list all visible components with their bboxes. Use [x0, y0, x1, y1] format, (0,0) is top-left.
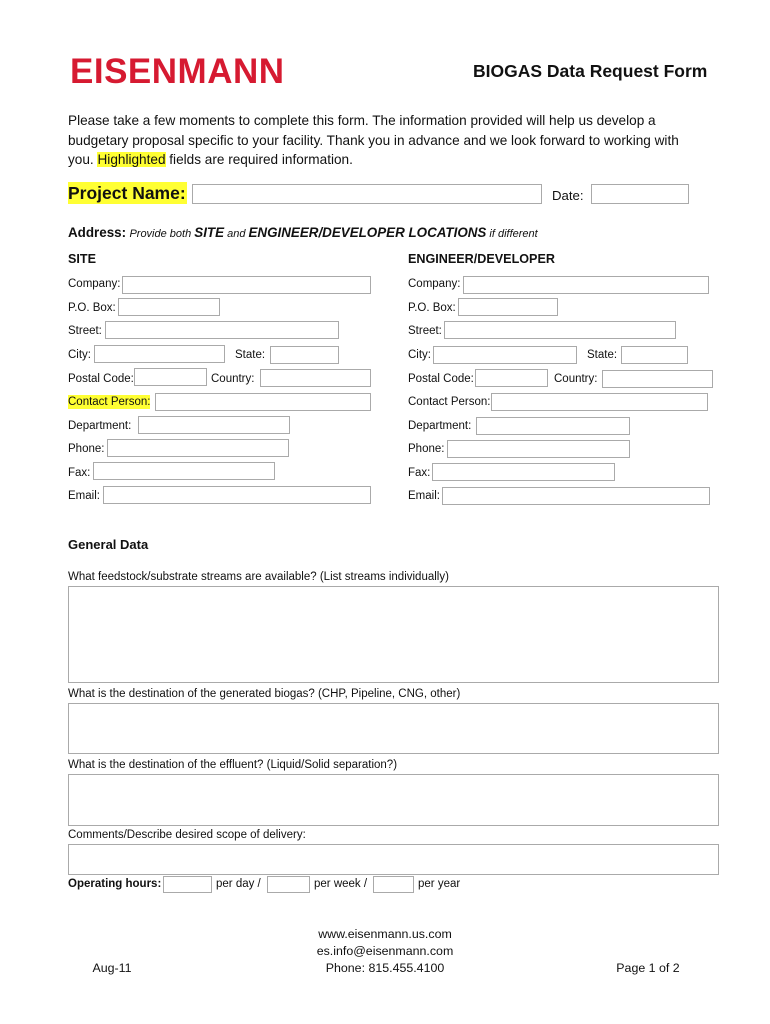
feedstock-textarea[interactable] — [68, 586, 719, 683]
site-phone-label: Phone: — [68, 443, 105, 455]
site-phone-field[interactable] — [107, 439, 289, 457]
general-data-heading: General Data — [68, 537, 149, 552]
biogas-textarea[interactable] — [68, 703, 719, 754]
site-company-label: Company: — [68, 278, 121, 290]
address-label: Address: — [68, 225, 127, 240]
form-title: BIOGAS Data Request Form — [473, 61, 708, 81]
engineer-company-field[interactable] — [463, 276, 709, 294]
site-po-box-field[interactable] — [118, 298, 220, 316]
intro-text-2: fields are required information. — [165, 152, 353, 167]
engineer-fax-field[interactable] — [432, 463, 615, 481]
footer-email: es.info@eisenmann.com — [316, 944, 454, 958]
biogas-question: What is the destination of the generated biogas? (CHP, Pipeline, CNG, other) — [68, 688, 461, 700]
engineer-email-label: Email: — [408, 490, 440, 502]
engineer-street-label: Street: — [408, 325, 442, 337]
effluent-question: What is the destination of the effluent? (Liquid/Solid separation?) — [68, 759, 398, 771]
site-country-label: Country: — [211, 373, 255, 385]
site-po-box-label: P.O. Box: — [68, 302, 116, 314]
site-email-field[interactable] — [103, 486, 371, 504]
engineer-fax-label: Fax: — [408, 467, 431, 479]
date-label: Date: — [552, 188, 584, 203]
engineer-email-field[interactable] — [442, 487, 710, 505]
engineer-state-label: State: — [587, 349, 618, 361]
engineer-heading: ENGINEER/DEVELOPER — [408, 252, 555, 266]
date-field[interactable] — [591, 184, 689, 204]
site-department-field[interactable] — [138, 416, 290, 434]
engineer-contact-label: Contact Person: — [408, 396, 491, 408]
engineer-contact-field[interactable] — [491, 393, 708, 411]
footer-website: www.eisenmann.us.com — [318, 927, 452, 941]
footer-date: Aug-11 — [92, 961, 132, 975]
engineer-country-field[interactable] — [602, 370, 713, 388]
engineer-po-box-field[interactable] — [458, 298, 558, 316]
address-note-site: SITE — [194, 225, 225, 240]
site-company-field[interactable] — [122, 276, 371, 294]
site-postal-label: Postal Code: — [68, 373, 134, 385]
intro-text-1: Please take a few moments to complete this form. The information provided will help us develop a budgetary proposal specific to your facility. Thank you in advance and we look forward to working with you. — [68, 113, 679, 167]
comments-question: Comments/Describe desired scope of delivery: — [68, 829, 306, 841]
site-fax-field[interactable] — [93, 462, 275, 480]
site-state-field[interactable] — [270, 346, 339, 364]
intro-highlighted-word: Highlighted — [97, 152, 166, 167]
engineer-postal-field[interactable] — [475, 369, 548, 387]
site-fax-label: Fax: — [68, 467, 91, 479]
engineer-postal-label: Postal Code: — [408, 373, 474, 385]
comments-textarea[interactable] — [68, 844, 719, 875]
operating-hours-label: Operating hours: — [68, 878, 162, 890]
site-city-label: City: — [68, 349, 91, 361]
feedstock-question: What feedstock/substrate streams are available? (List streams individually) — [68, 571, 449, 583]
engineer-street-field[interactable] — [444, 321, 676, 339]
eisenmann-logo: EISENMANN — [70, 52, 285, 91]
address-note-engineer: ENGINEER/DEVELOPER LOCATIONS — [248, 225, 487, 240]
site-contact-label: Contact Person: — [68, 396, 151, 408]
engineer-department-label: Department: — [408, 420, 472, 432]
hours-per-day-field[interactable] — [163, 876, 212, 893]
project-name-field[interactable] — [192, 184, 542, 204]
site-city-field[interactable] — [94, 345, 225, 363]
engineer-phone-field[interactable] — [447, 440, 630, 458]
per-day-label: per day / — [216, 878, 261, 890]
effluent-textarea[interactable] — [68, 774, 719, 826]
days-per-week-field[interactable] — [267, 876, 310, 893]
engineer-po-box-label: P.O. Box: — [408, 302, 456, 314]
site-department-label: Department: — [68, 420, 132, 432]
engineer-state-field[interactable] — [621, 346, 688, 364]
site-street-label: Street: — [68, 325, 102, 337]
site-email-label: Email: — [68, 490, 100, 502]
site-street-field[interactable] — [105, 321, 339, 339]
project-name-label: Project Name: — [68, 183, 186, 203]
site-postal-field[interactable] — [134, 368, 207, 386]
address-note-text-1: Provide both — [129, 228, 195, 240]
footer-contact — [270, 926, 500, 977]
site-state-label: State: — [235, 349, 266, 361]
engineer-country-label: Country: — [554, 373, 598, 385]
per-year-label: per year — [418, 878, 461, 890]
engineer-city-label: City: — [408, 349, 431, 361]
footer-page-number: Page 1 of 2 — [616, 961, 680, 975]
address-note — [68, 225, 538, 240]
engineer-department-field[interactable] — [476, 417, 630, 435]
engineer-city-field[interactable] — [433, 346, 577, 364]
engineer-phone-label: Phone: — [408, 443, 445, 455]
site-country-field[interactable] — [260, 369, 371, 387]
address-note-text-3: if different — [486, 228, 538, 240]
site-contact-field[interactable] — [155, 393, 371, 411]
address-note-text-2: and — [224, 228, 249, 240]
engineer-company-label: Company: — [408, 278, 461, 290]
weeks-per-year-field[interactable] — [373, 876, 414, 893]
per-week-label: per week / — [314, 878, 368, 890]
site-heading: SITE — [68, 252, 96, 266]
intro-paragraph — [68, 111, 698, 170]
footer-phone: Phone: 815.455.4100 — [325, 961, 445, 975]
